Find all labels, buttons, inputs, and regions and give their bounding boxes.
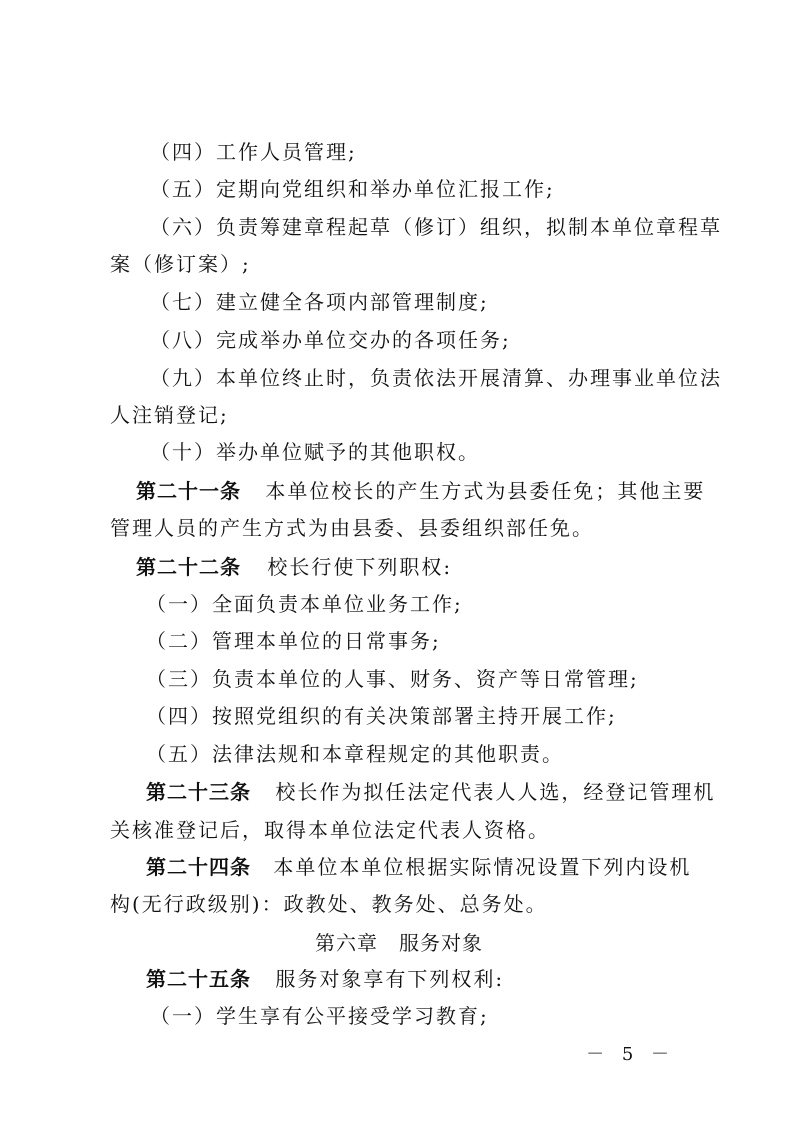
- text-line: （五）定期向党组织和举办单位汇报工作;: [150, 177, 555, 201]
- text-line: （四）工作人员管理;: [150, 140, 357, 164]
- text-line: 案（修订案）;: [110, 252, 251, 276]
- text-line: （四）按照党组织的有关决策部署主持开展工作;: [146, 704, 617, 728]
- page-number: － 5 －: [586, 1044, 675, 1065]
- article-heading: 第二十一条: [136, 479, 241, 503]
- text-line: （八）完成举办单位交办的各项任务;: [150, 328, 511, 352]
- text-line: （六）负责筹建章程起草（修订）组织，拟制本单位章程草: [150, 215, 722, 239]
- text-line: 构(无行政级别)：政教处、教务处、总务处。: [110, 892, 548, 916]
- text-line: （二）管理本单位的日常事务;: [146, 629, 441, 653]
- text-line: （十）举办单位赋予的其他职权。: [150, 440, 480, 464]
- article-line: [136, 552, 452, 582]
- text-line: （九）本单位终止时，负责依法开展清算、办理事业单位法: [150, 366, 722, 390]
- text-line: （七）建立健全各项内部管理制度;: [150, 290, 489, 314]
- text-line: （五）法律法规和本章程规定的其他职责。: [146, 742, 564, 766]
- article-line: [146, 852, 691, 882]
- article-line: [146, 964, 504, 994]
- article-heading: 第二十二条: [136, 555, 241, 579]
- chapter-heading: 第六章 服务对象: [315, 931, 483, 955]
- article-line: [136, 476, 705, 506]
- text-line: 关核准登记后，取得本单位法定代表人资格。: [110, 818, 550, 842]
- text-line: 管理人员的产生方式为由县委、县委组织部任免。: [110, 516, 594, 540]
- article-text: 服务对象享有下列权利:: [275, 967, 505, 991]
- article-line: [146, 777, 715, 807]
- article-text: 本单位校长的产生方式为县委任免；其他主要: [265, 479, 706, 503]
- article-heading: 第二十三条: [146, 780, 251, 804]
- article-text: 校长行使下列职权:: [267, 555, 453, 579]
- article-text: 校长作为拟任法定代表人人选，经登记管理机: [275, 780, 716, 804]
- text-line: （一）学生享有公平接受学习教育;: [150, 1004, 489, 1028]
- text-line: （一）全面负责本单位业务工作;: [146, 592, 463, 616]
- article-heading: 第二十五条: [146, 967, 251, 991]
- text-line: 人注销登记;: [110, 403, 229, 427]
- article-text: 本单位本单位根据实际情况设置下列内设机: [273, 855, 692, 879]
- text-line: （三）负责本单位的人事、财务、资产等日常管理;: [146, 667, 639, 691]
- article-heading: 第二十四条: [146, 855, 251, 879]
